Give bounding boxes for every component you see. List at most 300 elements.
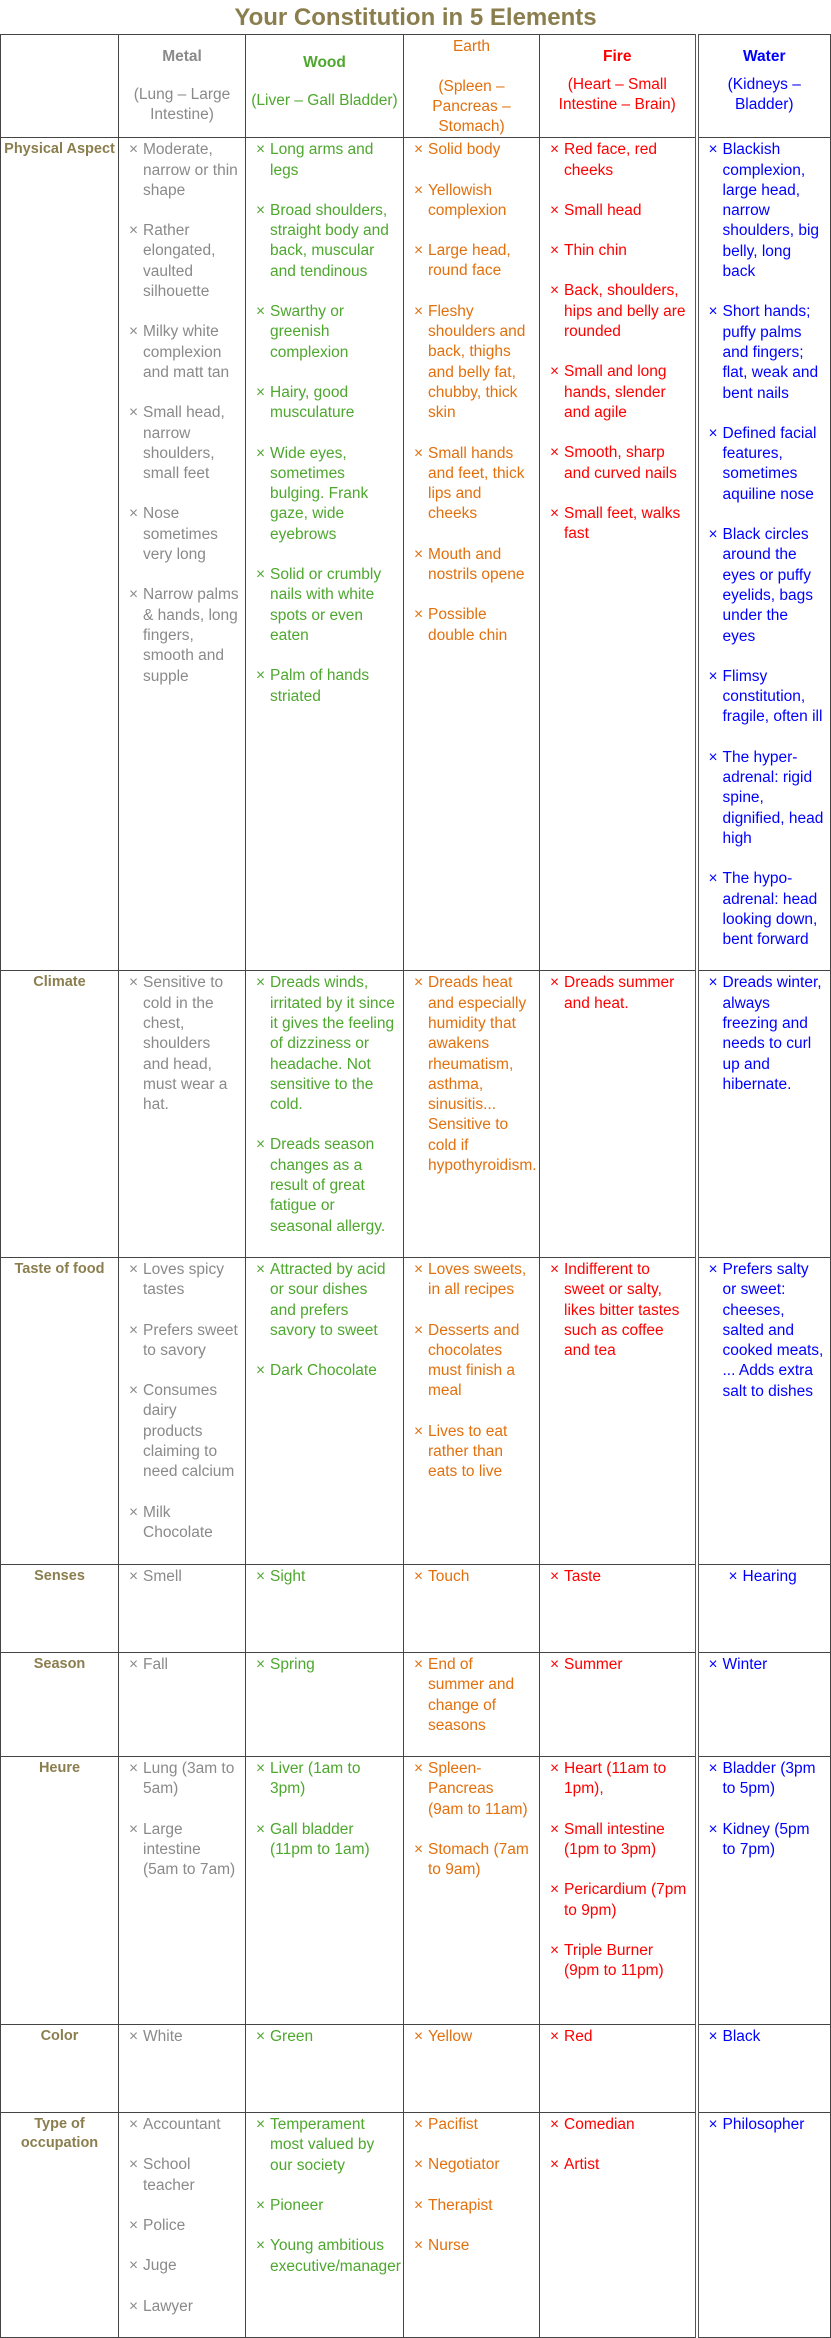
list-item <box>709 140 825 282</box>
cross-mark-icon: × <box>256 1136 266 1154</box>
cross-mark-icon: × <box>129 1655 139 1673</box>
cross-mark-icon: × <box>129 2217 139 2235</box>
cross-mark-icon: × <box>550 2156 560 2174</box>
cross-mark-icon: × <box>414 974 424 992</box>
cross-mark-icon: × <box>708 667 718 685</box>
cell-wood <box>246 2025 404 2113</box>
elements-table-body <box>1 35 831 2338</box>
row-label: Color <box>1 2025 119 2113</box>
cross-mark-icon: × <box>414 2196 424 2214</box>
cell-fire <box>540 1757 697 2025</box>
column-organs: (Spleen – Pancreas – Stomach) <box>432 78 511 136</box>
list-item <box>414 1567 533 1587</box>
bullet-list <box>119 1757 245 1880</box>
item-text: Philosopher <box>722 2116 805 2134</box>
item-text: Small hands and feet, thick lips and cheeks <box>428 444 525 523</box>
cross-mark-icon: × <box>256 201 266 219</box>
bullet-list <box>246 2113 403 2277</box>
cross-mark-icon: × <box>414 444 424 462</box>
list-item <box>129 2256 239 2276</box>
cell-water <box>697 2113 831 2338</box>
bullet-list <box>404 1653 539 1736</box>
cell-wood <box>246 1257 404 1564</box>
bullet-list <box>540 2113 695 2176</box>
item-text: Juge <box>143 2257 177 2275</box>
list-item <box>709 869 825 950</box>
list-item <box>709 525 825 647</box>
item-text: Swarthy or greenish complexion <box>270 303 349 361</box>
list-item <box>129 504 239 565</box>
cross-mark-icon: × <box>256 667 266 685</box>
list-item <box>414 181 533 222</box>
list-item <box>414 2155 533 2175</box>
item-text: Prefers salty or sweet: cheeses, salted and cooked meats, ... Adds extra salt to dishes <box>722 1260 824 1400</box>
column-header-metal <box>119 35 246 138</box>
cell-metal <box>119 1757 246 2025</box>
cross-mark-icon: × <box>256 1820 266 1838</box>
item-text: Wide eyes, sometimes bulging. Frank gaze, wide eyebrows <box>270 444 369 543</box>
list-item <box>550 2027 689 2047</box>
item-text: Consumes dairy products claiming to need calcium <box>143 1382 235 1481</box>
list-item <box>550 504 689 545</box>
item-text: Accountant <box>143 2116 221 2134</box>
item-text: Prefers sweet to savory <box>143 1321 238 1359</box>
item-text: Temperament most valued by our society <box>270 2116 375 2174</box>
cross-mark-icon: × <box>550 1760 560 1778</box>
cross-mark-icon: × <box>414 141 424 159</box>
list-item <box>414 2115 533 2135</box>
list-item <box>550 1567 689 1587</box>
cross-mark-icon: × <box>129 1382 139 1400</box>
cross-mark-icon: × <box>129 2297 139 2315</box>
cross-mark-icon: × <box>550 1941 560 1959</box>
row-label: Heure <box>1 1757 119 2025</box>
item-text: Touch <box>428 1567 470 1585</box>
list-item <box>129 1820 239 1881</box>
item-text: White <box>143 2028 183 2046</box>
bullet-list <box>540 1653 695 1675</box>
item-text: Sensitive to cold in the chest, shoulders and head, must wear a hat. <box>143 974 228 1114</box>
list-item <box>129 1503 239 1544</box>
cross-mark-icon: × <box>550 282 560 300</box>
list-item <box>129 1655 239 1675</box>
item-text: Blackish complexion, large head, narrow shoulders, big belly, long back <box>722 141 820 281</box>
cross-mark-icon: × <box>256 566 266 584</box>
page-title: Your Constitution in 5 Elements <box>234 4 597 31</box>
cross-mark-icon: × <box>708 1820 718 1838</box>
column-organs: (Heart – Small Intestine – Brain) <box>558 76 676 114</box>
cell-wood <box>246 1652 404 1756</box>
cross-mark-icon: × <box>129 323 139 341</box>
item-text: Hairy, good musculature <box>270 383 355 422</box>
item-text: Taste <box>564 1567 602 1585</box>
list-item <box>256 1567 397 1587</box>
cell-earth <box>404 1257 540 1564</box>
list-item <box>709 424 825 505</box>
bullet-list <box>699 1653 831 1675</box>
list-item <box>129 2027 239 2047</box>
list-item <box>550 443 689 484</box>
cross-mark-icon: × <box>414 2237 424 2255</box>
row-label: Taste of food <box>1 1257 119 1564</box>
item-text: Indifferent to sweet or salty, likes bitter tastes such as coffee and tea <box>564 1260 680 1360</box>
item-text: Back, shoulders, hips and belly are rounded <box>564 282 686 341</box>
item-text: Red face, red cheeks <box>564 141 658 179</box>
item-text: The hypo-adrenal: head looking down, bent forward <box>722 870 818 949</box>
cross-mark-icon: × <box>550 504 560 522</box>
cross-mark-icon: × <box>708 748 718 766</box>
row-label: Season <box>1 1652 119 1756</box>
item-text: Stomach (7am to 9am) <box>428 1841 529 1879</box>
table-row <box>1 1652 831 1756</box>
bullet-list <box>404 1565 539 1587</box>
cross-mark-icon: × <box>414 181 424 199</box>
item-text: Small head <box>564 201 642 219</box>
list-item <box>550 2155 689 2175</box>
list-item <box>256 1759 397 1800</box>
list-item <box>414 2196 533 2216</box>
list-item <box>256 201 397 282</box>
cross-mark-icon: × <box>129 1567 139 1585</box>
cell-fire <box>540 1652 697 1756</box>
item-text: Small and long hands, slender and agile <box>564 363 667 421</box>
cross-mark-icon: × <box>256 2237 266 2255</box>
cross-mark-icon: × <box>550 1567 560 1585</box>
cross-mark-icon: × <box>550 201 560 219</box>
cell-fire <box>540 2113 697 2338</box>
list-item <box>414 444 533 525</box>
bullet-list <box>119 2113 245 2317</box>
column-name: Wood <box>303 54 346 71</box>
item-text: Nurse <box>428 2237 470 2255</box>
list-item <box>550 1759 689 1800</box>
bullet-list <box>699 971 831 1095</box>
list-item <box>129 2216 239 2236</box>
item-text: Black circles around the eyes or puffy eyelids, bags under the eyes <box>722 526 813 645</box>
item-text: Smooth, sharp and curved nails <box>564 444 677 482</box>
item-text: Dreads summer and heat. <box>564 974 675 1012</box>
cell-metal <box>119 2113 246 2338</box>
table-row <box>1 1757 831 2025</box>
cell-earth <box>404 1564 540 1652</box>
cross-mark-icon: × <box>708 2116 718 2134</box>
item-text: Bladder (3pm to 5pm) <box>722 1760 816 1798</box>
list-item <box>709 302 825 403</box>
row-label: Physical Aspect <box>1 138 119 971</box>
item-text: Lawyer <box>143 2297 193 2315</box>
list-item <box>256 1135 397 1236</box>
cross-mark-icon: × <box>129 1503 139 1521</box>
item-text: Heart (11am to 1pm), <box>564 1760 667 1798</box>
item-text: Dreads winter, always freezing and needs to curl up and hibernate. <box>722 974 822 1093</box>
item-text: Lung (3am to 5am) <box>143 1760 235 1798</box>
list-item <box>550 1260 689 1361</box>
cross-mark-icon: × <box>129 2116 139 2134</box>
cell-earth <box>404 1652 540 1756</box>
bullet-list <box>119 2025 245 2047</box>
cross-mark-icon: × <box>129 1820 139 1838</box>
cross-mark-icon: × <box>129 2156 139 2174</box>
bullet-list <box>246 971 403 1237</box>
cross-mark-icon: × <box>550 2028 560 2046</box>
cross-mark-icon: × <box>256 1760 266 1778</box>
item-text: Therapist <box>428 2196 493 2214</box>
list-item <box>129 585 239 686</box>
list-item <box>414 1260 533 1301</box>
bullet-list <box>119 1565 245 1587</box>
list-item <box>129 221 239 302</box>
list-item <box>414 1840 533 1881</box>
cross-mark-icon: × <box>414 1422 424 1440</box>
cell-fire <box>540 2025 697 2113</box>
cell-metal <box>119 1257 246 1564</box>
cross-mark-icon: × <box>708 2028 718 2046</box>
column-organs: (Lung – Large Intestine) <box>133 86 231 124</box>
item-text: Pericardium (7pm to 9pm) <box>564 1881 687 1919</box>
item-text: Large intestine (5am to 7am) <box>143 1820 236 1879</box>
list-item <box>414 1759 533 1820</box>
item-text: Fall <box>143 1655 168 1673</box>
cross-mark-icon: × <box>129 2028 139 2046</box>
list-item <box>256 1361 397 1381</box>
list-item <box>129 2297 239 2317</box>
item-text: Black <box>722 2028 761 2046</box>
cross-mark-icon: × <box>256 1567 266 1585</box>
list-item <box>550 1880 689 1921</box>
cross-mark-icon: × <box>256 303 266 321</box>
cross-mark-icon: × <box>129 404 139 422</box>
list-item <box>709 1759 825 1800</box>
cross-mark-icon: × <box>256 974 266 992</box>
item-text: Loves spicy tastes <box>143 1260 224 1299</box>
cross-mark-icon: × <box>129 974 139 992</box>
list-item <box>256 383 397 424</box>
item-text: Desserts and chocolates must finish a meal <box>428 1321 520 1400</box>
cross-mark-icon: × <box>414 2156 424 2174</box>
cross-mark-icon: × <box>550 974 560 992</box>
bullet-list <box>540 1757 695 1981</box>
table-row <box>1 2025 831 2113</box>
item-text: Small feet, walks fast <box>564 504 681 543</box>
bullet-list <box>404 138 539 646</box>
list-item <box>709 667 825 728</box>
cell-fire <box>540 1564 697 1652</box>
cell-wood <box>246 971 404 1258</box>
bullet-list <box>119 138 245 687</box>
item-text: Spring <box>270 1655 315 1673</box>
row-label: Senses <box>1 1564 119 1652</box>
list-item <box>550 201 689 221</box>
cross-mark-icon: × <box>414 302 424 320</box>
column-header-wood <box>246 35 404 138</box>
list-item <box>414 140 533 160</box>
list-item <box>729 1567 825 1587</box>
list-item <box>709 1820 825 1861</box>
item-text: End of summer and change of seasons <box>428 1655 515 1734</box>
list-item <box>709 2027 825 2047</box>
list-item <box>256 1820 397 1861</box>
cross-mark-icon: × <box>256 1260 266 1278</box>
cross-mark-icon: × <box>129 1321 139 1339</box>
item-text: Gall bladder (11pm to 1am) <box>270 1820 370 1859</box>
cross-mark-icon: × <box>708 974 718 992</box>
column-header-water <box>697 35 831 138</box>
list-item <box>709 973 825 1095</box>
cross-mark-icon: × <box>708 526 718 544</box>
bullet-list <box>246 1565 403 1587</box>
item-text: Red <box>564 2028 593 2046</box>
list-item <box>414 2027 533 2047</box>
list-item <box>129 1321 239 1362</box>
bullet-list <box>540 138 695 544</box>
column-organs: (Kidneys – Bladder) <box>727 76 801 114</box>
list-item <box>550 241 689 261</box>
cell-metal <box>119 1564 246 1652</box>
item-text: Flimsy constitution, fragile, often ill <box>722 667 823 726</box>
cross-mark-icon: × <box>550 1655 560 1673</box>
bullet-list <box>404 1757 539 1880</box>
cross-mark-icon: × <box>708 1760 718 1778</box>
list-item <box>414 545 533 586</box>
item-text: Dreads heat and especially humidity that awakens rheumatism, asthma, sinusitis... Sensitive to cold if hypothyroidism. <box>428 974 537 1175</box>
item-text: Young ambitious executive/manager <box>270 2237 401 2275</box>
item-text: Dreads winds, irritated by it since it gives the feeling of dizziness or headache. Not sensitive to the cold. <box>270 974 395 1114</box>
list-item <box>256 666 397 707</box>
cross-mark-icon: × <box>256 2116 266 2134</box>
bullet-list <box>404 2025 539 2047</box>
table-row <box>1 138 831 971</box>
list-item <box>709 1260 825 1402</box>
item-text: Milky white complexion and matt tan <box>143 323 230 381</box>
cross-mark-icon: × <box>708 1260 718 1278</box>
header-row <box>1 35 831 138</box>
item-text: Palm of hands striated <box>270 667 370 705</box>
cross-mark-icon: × <box>414 2116 424 2134</box>
cross-mark-icon: × <box>414 606 424 624</box>
list-item <box>256 444 397 545</box>
list-item <box>129 322 239 383</box>
bullet-list <box>699 1258 831 1402</box>
column-name: Metal <box>162 48 202 65</box>
item-text: Moderate, narrow or thin shape <box>143 141 238 199</box>
cross-mark-icon: × <box>708 870 718 888</box>
list-item <box>709 2115 825 2135</box>
list-item <box>129 2115 239 2135</box>
item-text: Milk Chocolate <box>143 1503 213 1541</box>
list-item <box>129 140 239 201</box>
cell-earth <box>404 138 540 971</box>
item-text: Pacifist <box>428 2116 478 2134</box>
item-text: Yellow <box>428 2028 473 2046</box>
cross-mark-icon: × <box>550 1820 560 1838</box>
item-text: Large head, round face <box>428 242 511 280</box>
cross-mark-icon: × <box>129 222 139 240</box>
cross-mark-icon: × <box>550 141 560 159</box>
cross-mark-icon: × <box>550 363 560 381</box>
list-item <box>414 1655 533 1736</box>
bullet-list <box>119 971 245 1115</box>
item-text: Defined facial features, sometimes aquiline nose <box>722 424 817 503</box>
cross-mark-icon: × <box>550 2116 560 2134</box>
cross-mark-icon: × <box>550 1881 560 1899</box>
cross-mark-icon: × <box>708 1655 718 1673</box>
table-row <box>1 1564 831 1652</box>
list-item <box>256 565 397 646</box>
item-text: Dreads season changes as a result of great fatigue or seasonal allergy. <box>270 1136 386 1235</box>
cell-earth <box>404 2113 540 2338</box>
column-name: Water <box>743 48 786 65</box>
cross-mark-icon: × <box>129 1260 139 1278</box>
item-text: Green <box>270 2028 314 2046</box>
cell-water <box>697 1757 831 2025</box>
item-text: Broad shoulders, straight body and back, muscular and tendinous <box>270 201 389 280</box>
list-item <box>256 973 397 1115</box>
list-item <box>256 2027 397 2047</box>
cross-mark-icon: × <box>708 303 718 321</box>
cell-metal <box>119 138 246 971</box>
bullet-list <box>404 1258 539 1483</box>
item-text: Hearing <box>742 1567 797 1585</box>
item-text: Winter <box>722 1655 768 1673</box>
cell-fire <box>540 138 697 971</box>
cross-mark-icon: × <box>414 1567 424 1585</box>
bullet-list <box>699 138 831 950</box>
cross-mark-icon: × <box>256 383 266 401</box>
bullet-list <box>246 2025 403 2047</box>
item-text: Possible double chin <box>428 606 508 644</box>
column-header-earth <box>404 35 540 138</box>
cell-water <box>697 138 831 971</box>
list-item <box>550 973 689 1014</box>
column-header-fire <box>540 35 697 138</box>
cell-fire <box>540 971 697 1258</box>
cross-mark-icon: × <box>414 242 424 260</box>
cell-water <box>697 971 831 1258</box>
list-item <box>414 973 537 1176</box>
cross-mark-icon: × <box>414 1655 424 1673</box>
bullet-list <box>540 1258 695 1361</box>
list-item <box>256 2115 397 2176</box>
item-text: Lives to eat rather than eats to live <box>428 1422 508 1481</box>
table-row <box>1 1257 831 1564</box>
cross-mark-icon: × <box>414 1760 424 1778</box>
list-item <box>550 362 689 423</box>
list-item <box>550 2115 689 2135</box>
cell-water <box>697 1564 831 1652</box>
item-text: Spleen-Pancreas (9am to 11am) <box>428 1760 528 1818</box>
cross-mark-icon: × <box>129 1760 139 1778</box>
item-text: Small intestine (1pm to 3pm) <box>564 1820 665 1859</box>
cross-mark-icon: × <box>414 1321 424 1339</box>
corner-cell <box>1 35 119 138</box>
list-item <box>414 241 533 282</box>
item-text: Fleshy shoulders and back, thighs and belly fat, chubby, thick skin <box>428 302 526 422</box>
item-text: Summer <box>564 1655 623 1673</box>
cross-mark-icon: × <box>550 242 560 260</box>
item-text: Nose sometimes very long <box>143 505 218 564</box>
bullet-list <box>246 1757 403 1860</box>
cross-mark-icon: × <box>256 2197 266 2215</box>
bullet-list <box>699 1565 831 1587</box>
column-organs: (Liver – Gall Bladder) <box>251 92 398 110</box>
item-text: Kidney (5pm to 7pm) <box>722 1820 810 1859</box>
list-item <box>129 973 239 1115</box>
item-text: The hyper-adrenal: rigid spine, dignified, head high <box>722 748 824 847</box>
list-item <box>550 281 689 342</box>
item-text: Solid or crumbly nails with white spots or even eaten <box>270 566 382 644</box>
column-name: Earth <box>452 38 491 55</box>
list-item <box>129 1381 239 1482</box>
